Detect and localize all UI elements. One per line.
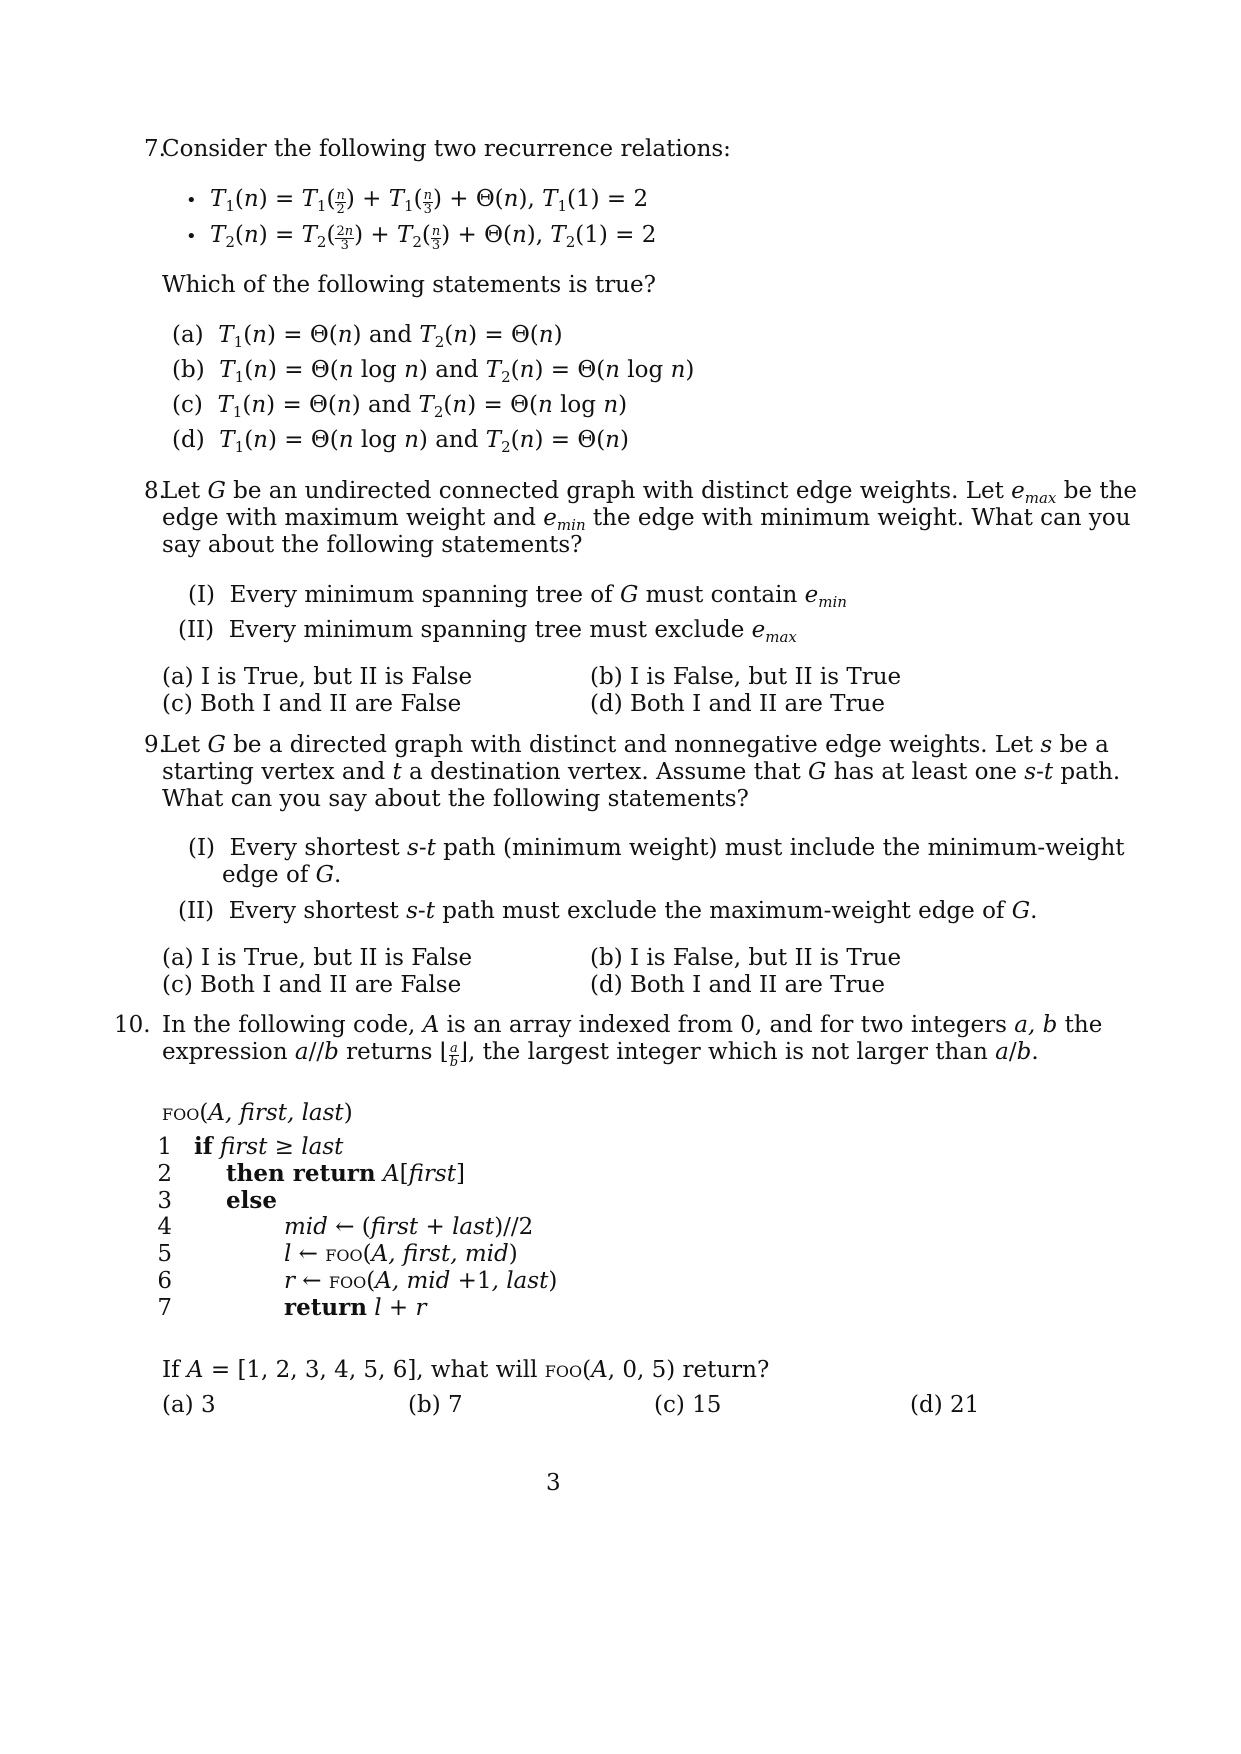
- question-intro: Consider the following two recurrence relations:: [162, 136, 731, 162]
- question-prompt: If A = [1, 2, 3, 4, 5, 6], what will foo(A, 0, 5) return?: [162, 1357, 770, 1383]
- question-text-line-2: edge with maximum weight and $e_{min}$ the edge with minimum weight. What can you: [162, 505, 1131, 534]
- question-number: 10.: [114, 1012, 151, 1038]
- function-signature: foo(A, first, last): [162, 1100, 353, 1126]
- line-number: 2: [157, 1161, 172, 1187]
- statement-2: (II) Every shortest s-t path must exclude the maximum-weight edge of G.: [178, 898, 1038, 924]
- question-number: 8.: [144, 478, 166, 504]
- option-c: (c) $T_1(n) = \Theta(n)$ and $T_2(n) = \Theta(n$ log n): [172, 392, 628, 421]
- option-b: (b) I is False, but II is True: [590, 945, 902, 971]
- bullet-icon: •: [186, 226, 197, 247]
- line-number: 4: [157, 1214, 172, 1240]
- code-line: else: [226, 1187, 277, 1214]
- question-text-line-1: Let G be a directed graph with distinct and nonnegative edge weights. Let s be a: [162, 732, 1109, 758]
- question-text-line-3: say about the following statements?: [162, 532, 583, 558]
- statement-1: (I) Every shortest s-t path (minimum weight) must include the minimum-weight: [188, 835, 1125, 861]
- line-number: 7: [157, 1295, 172, 1321]
- question-text-line-2: starting vertex and t a destination vertex. Assume that G has at least one s-t path.: [162, 759, 1121, 785]
- option-d: (d) $T_1(n) = \Theta(n$ log n) and $T_2(n) = \Theta(n)$: [172, 427, 629, 456]
- option-b: (b) $T_1(n) = \Theta(n$ log n) and $T_2(n) = \Theta(n$ log n): [172, 357, 695, 386]
- statement-1-continued: edge of G.: [222, 862, 342, 888]
- option-a: (a) I is True, but II is False: [162, 664, 473, 690]
- statement-1: (I) Every minimum spanning tree of G must contain $e_{min}$: [188, 582, 847, 611]
- line-number: 5: [157, 1241, 172, 1267]
- question-prompt: Which of the following statements is true?: [162, 272, 656, 298]
- question-text-line-1: Let G be an undirected connected graph with distinct edge weights. Let $e_{max}$ be the: [162, 478, 1138, 507]
- line-number: 6: [157, 1268, 172, 1294]
- question-text-line-1: In the following code, A is an array indexed from 0, and for two integers a, b the: [162, 1012, 1103, 1038]
- code-line: if first ≥ last: [194, 1133, 344, 1160]
- option-b: (b) 7: [408, 1392, 463, 1418]
- page-number: 3: [546, 1470, 561, 1496]
- recurrence-1: $T_1(n) = T_1$( $\frac{n}{2}$ ) + $T_1$( $\frac{n}{3}$ ) + Θ(n), $T_1(1) = 2$: [210, 186, 649, 217]
- option-c: (c) Both I and II are False: [162, 972, 462, 998]
- question-number: 9.: [144, 732, 166, 758]
- statement-2: (II) Every minimum spanning tree must exclude $e_{max}$: [178, 617, 797, 646]
- option-a: (a) I is True, but II is False: [162, 945, 473, 971]
- option-a: (a) $T_1(n) = \Theta(n)$ and $T_2(n) = \Theta(n)$: [172, 322, 563, 351]
- code-line: l ← foo(A, first, mid): [284, 1241, 518, 1267]
- question-text-line-3: What can you say about the following statements?: [162, 786, 749, 812]
- code-line: then return A[first]: [226, 1160, 465, 1187]
- question-number: 7.: [144, 136, 166, 162]
- question-text-line-2: expression a//b returns ⌊ $\frac{a}{b}$ ⌋, the largest integer which is not larger than a/b.: [162, 1039, 1039, 1070]
- code-line: return l + r: [284, 1294, 427, 1321]
- option-c: (c) Both I and II are False: [162, 691, 462, 717]
- option-c: (c) 15: [654, 1392, 722, 1418]
- option-b: (b) I is False, but II is True: [590, 664, 902, 690]
- option-d: (d) Both I and II are True: [590, 972, 885, 998]
- code-line: r ← foo(A, mid +1, last): [284, 1268, 558, 1294]
- line-number: 3: [157, 1188, 172, 1214]
- option-a: (a) 3: [162, 1392, 216, 1418]
- code-line: mid ← (first + last)//2: [284, 1214, 534, 1240]
- line-number: 1: [157, 1134, 172, 1160]
- recurrence-2: $T_2(n) = T_2$( $\frac{2n}{3}$ ) + $T_2$( $\frac{n}{3}$ ) + Θ(n), $T_2(1) = 2$: [210, 222, 657, 253]
- option-d: (d) Both I and II are True: [590, 691, 885, 717]
- bullet-icon: •: [186, 190, 197, 211]
- option-d: (d) 21: [910, 1392, 980, 1418]
